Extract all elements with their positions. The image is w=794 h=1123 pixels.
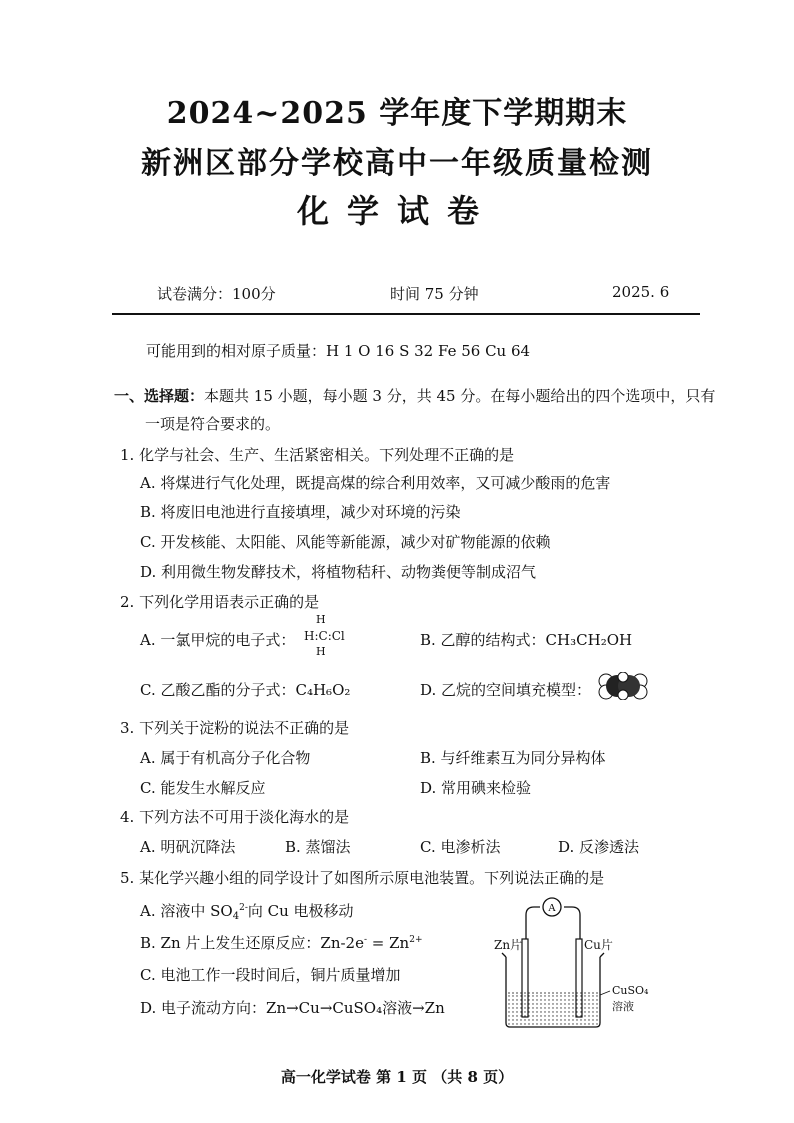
q4-option-d: D. 反渗透法: [558, 838, 640, 856]
q2-electron-formula: H:C:Cl: [304, 629, 345, 643]
header-divider: [112, 313, 700, 315]
q3-option-a: A. 属于有机高分子化合物: [140, 749, 311, 767]
q5-b-text-pre: B. Zn 片上发生还原反应：Zn-2e: [140, 934, 364, 952]
exam-title-line1: 2024~2025 学年度下学期期末: [166, 96, 628, 131]
q5-b-superscript-1: -: [363, 935, 368, 945]
section-intro-line2: 一项是符合要求的。: [145, 415, 281, 433]
q4-option-c: C. 电渗析法: [420, 838, 501, 856]
q1-option-a: A. 将煤进行气化处理，既提高煤的综合利用效率，又可减少酸雨的危害: [140, 474, 611, 492]
q1-option-d: D. 利用微生物发酵技术，将植物秸秆、动物粪便等制成沼气: [140, 563, 537, 581]
solution-pointer: [600, 991, 610, 995]
zn-label: Zn片: [494, 938, 523, 952]
cuso4-label: CuSO₄: [612, 984, 649, 997]
section-intro-text: 本题共 15 小题，每小题 3 分，共 45 分。在每小题给出的四个选项中，只有: [204, 387, 716, 405]
q4-stem: 4. 下列方法不可用于淡化海水的是: [120, 808, 350, 826]
section-label: 一、选择题：: [114, 387, 205, 405]
q2-electron-formula-h-bottom: H: [316, 645, 326, 658]
q2-option-d: D. 乙烷的空间填充模型：: [420, 681, 592, 699]
cuso4-solution: [508, 993, 598, 1025]
exam-title-line2: 新洲区部分学校高中一年级质量检测: [141, 146, 653, 181]
hydrogen-atom-5: [618, 672, 628, 682]
q2-electron-formula-h-top: H: [316, 613, 326, 626]
hydrogen-atom-6: [618, 690, 628, 700]
q3-stem: 3. 下列关于淀粉的说法不正确的是: [120, 719, 350, 737]
q2-option-b: B. 乙醇的结构式：CH₃CH₂OH: [420, 631, 633, 649]
q5-a-text-pre: A. 溶液中 SO: [140, 902, 233, 920]
q5-option-b: [140, 932, 423, 953]
q2-option-c: C. 乙酸乙酯的分子式：C₄H₆O₂: [140, 681, 351, 699]
q3-option-b: B. 与纤维素互为同分异构体: [420, 749, 606, 767]
q5-stem: 5. 某化学兴趣小组的同学设计了如图所示原电池装置。下列说法正确的是: [120, 869, 605, 887]
atomic-mass-note: 可能用到的相对原子质量：H 1 O 16 S 32 Fe 56 Cu 64: [146, 342, 531, 360]
solution-label: 溶液: [612, 1000, 634, 1013]
q5-b-superscript-2: 2+: [409, 935, 423, 945]
q5-option-a: [140, 900, 354, 922]
q1-option-c: C. 开发核能、太阳能、风能等新能源，减少对矿物能源的依赖: [140, 533, 551, 551]
q2-stem: 2. 下列化学用语表示正确的是: [120, 593, 320, 611]
full-score: 试卷满分：100分: [157, 285, 276, 303]
q3-option-d: D. 常用碘来检验: [420, 779, 532, 797]
section-intro: [114, 385, 715, 406]
q5-option-c: C. 电池工作一段时间后，铜片质量增加: [140, 966, 401, 984]
q4-option-a: A. 明矾沉降法: [140, 838, 236, 856]
q5-option-d: D. 电子流动方向：Zn→Cu→CuSO₄溶液→Zn: [140, 999, 445, 1017]
q1-stem: 1. 化学与社会、生产、生活紧密相关。下列处理不正确的是: [120, 446, 515, 464]
exam-duration: 时间 75 分钟: [390, 285, 479, 303]
ammeter-label: A: [548, 902, 556, 914]
q3-option-c: C. 能发生水解反应: [140, 779, 266, 797]
exam-subject-title: 化学试卷: [296, 192, 497, 230]
q5-a-subscript: 4: [232, 911, 240, 922]
q5-a-superscript: 2-: [239, 903, 248, 913]
ethane-space-filling-model: [597, 672, 649, 700]
exam-date: 2025. 6: [612, 283, 670, 301]
page-footer: 高一化学试卷 第 1 页 （共 8 页）: [280, 1068, 514, 1086]
q5-b-text-mid: = Zn: [367, 934, 410, 952]
beaker-lip: [502, 953, 604, 957]
q1-option-b: B. 将废旧电池进行直接填埋，减少对环境的污染: [140, 503, 461, 521]
q5-a-text-post: 向 Cu 电极移动: [247, 902, 354, 920]
cu-label: Cu片: [584, 938, 613, 952]
q4-option-b: B. 蒸馏法: [285, 838, 351, 856]
q2-option-a: A. 一氯甲烷的电子式：: [140, 631, 296, 649]
